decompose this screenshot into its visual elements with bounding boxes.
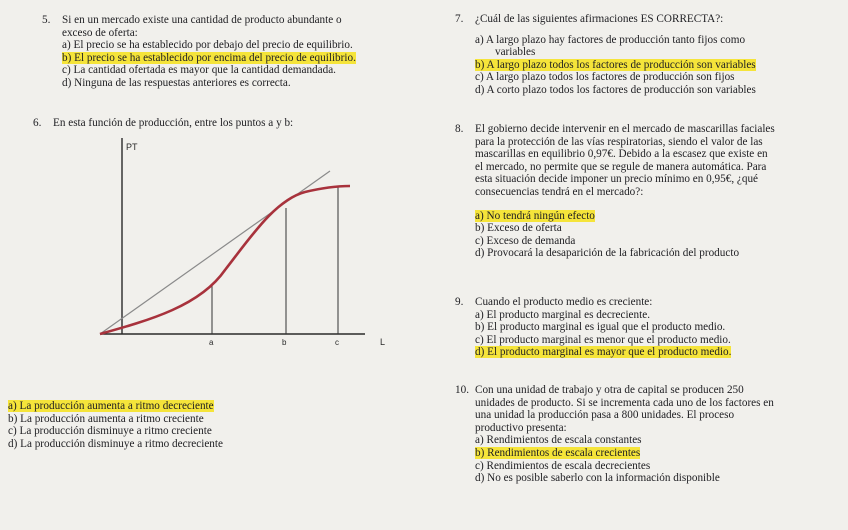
question-5-stem: 5. Si en un mercado existe una cantidad de producto abundante o	[42, 14, 342, 26]
question-10-option-a[interactable]: a) Rendimientos de escala constantes	[475, 434, 642, 447]
x-axis-label: L	[380, 337, 386, 347]
question-7-stem: 7. ¿Cuál de las siguientes afirmaciones ES CORRECTA?:	[455, 13, 724, 25]
question-8-option-b[interactable]: b) Exceso de oferta	[475, 222, 562, 235]
question-10-stem-line: una unidad la producción pasa a 800 unidades. El proceso	[475, 409, 735, 422]
question-number: 8.	[455, 123, 464, 135]
question-7-option-a-cont: variables	[495, 46, 536, 59]
question-8-option-d[interactable]: d) Provocará la desaparición de la fabricación del producto	[475, 247, 740, 260]
production-function-graph	[90, 128, 400, 358]
question-8-stem-line: para la protección de las vías respiratorias, siendo el valor de las	[475, 135, 763, 148]
question-8-option-c[interactable]: c) Exceso de demanda	[475, 234, 576, 247]
question-6-option-c[interactable]: c) La producción disminuye a ritmo creciente	[8, 425, 212, 438]
question-5-stem-line: exceso de oferta:	[62, 26, 138, 39]
question-10-stem-line: productivo presenta:	[475, 421, 567, 434]
question-5-option-b[interactable]: b) El precio se ha establecido por encima del precio de equilibrio.	[62, 51, 356, 64]
question-10-stem: 10. Con una unidad de trabajo y otra de capital se producen 250	[455, 384, 744, 396]
question-number: 9.	[455, 296, 464, 308]
point-a-label: a	[209, 338, 214, 347]
question-number: 6.	[33, 117, 42, 129]
question-7-option-d[interactable]: d) A corto plazo todos los factores de producción son variables	[475, 83, 756, 96]
question-5	[42, 14, 356, 90]
question-8-stem-line: esta situación decide imponer un precio mínimo en 0,95€, ¿qué	[475, 173, 759, 186]
point-b-label: b	[282, 338, 287, 347]
question-6-option-d[interactable]: d) La producción disminuye a ritmo decreciente	[8, 437, 223, 450]
question-6-options	[8, 400, 223, 450]
question-10	[455, 384, 774, 485]
total-product-curve	[100, 186, 350, 334]
question-6-option-b[interactable]: b) La producción aumenta a ritmo creciente	[8, 412, 204, 425]
question-9-option-d[interactable]: d) El producto marginal es mayor que el producto medio.	[475, 346, 732, 359]
question-7-option-a[interactable]: a) A largo plazo hay factores de producción tanto fijos como	[475, 33, 746, 46]
question-9-option-a[interactable]: a) El producto marginal es decreciente.	[475, 308, 650, 321]
question-9-option-c[interactable]: c) El producto marginal es menor que el producto medio.	[475, 333, 731, 346]
question-7-option-c[interactable]: c) A largo plazo todos los factores de producción son fijos	[475, 71, 735, 84]
question-5-option-c[interactable]: c) La cantidad ofertada es mayor que la cantidad demandada.	[62, 64, 336, 77]
question-10-option-c[interactable]: c) Rendimientos de escala decrecientes	[475, 459, 651, 472]
question-10-option-b[interactable]: b) Rendimientos de escala crecientes	[475, 446, 641, 459]
question-6-stem: 6. En esta función de producción, entre los puntos a y b:	[33, 117, 294, 129]
question-8-stem: 8. El gobierno decide intervenir en el mercado de mascarillas faciales	[455, 123, 775, 135]
question-8	[455, 123, 775, 260]
question-number: 7.	[455, 13, 464, 25]
question-5-option-d[interactable]: d) Ninguna de las respuestas anteriores es correcta.	[62, 76, 291, 89]
question-9-stem: 9. Cuando el producto medio es creciente:	[455, 296, 653, 308]
question-9-option-b[interactable]: b) El producto marginal es igual que el producto medio.	[475, 321, 726, 334]
question-7	[455, 13, 756, 97]
question-10-option-d[interactable]: d) No es posible saberlo con la información disponible	[475, 472, 720, 485]
question-8-stem-line: consecuencias tendrá en el mercado?:	[475, 185, 644, 198]
question-9	[455, 296, 731, 359]
question-6-option-a[interactable]: a) La producción aumenta a ritmo decreciente	[8, 400, 214, 412]
question-number: 10.	[455, 384, 469, 396]
y-axis-label: PT	[126, 142, 138, 152]
question-8-option-a[interactable]: a) No tendrá ningún efecto	[475, 209, 595, 222]
question-8-stem-line: mascarillas en equilibrio 0,97€. Debido a la escasez que existe en	[475, 148, 768, 161]
question-number: 5.	[42, 14, 51, 26]
question-8-stem-line: el mercado, no permite que se regule de manera automática. Para	[475, 160, 767, 173]
question-5-option-a[interactable]: a) El precio se ha establecido por debajo del precio de equilibrio.	[62, 39, 353, 52]
question-7-option-b[interactable]: b) A largo plazo todos los factores de producción son variables	[475, 58, 756, 71]
point-c-label: c	[335, 338, 339, 347]
question-10-stem-line: unidades de producto. Si se incrementa cada uno de los factores en	[475, 396, 774, 409]
